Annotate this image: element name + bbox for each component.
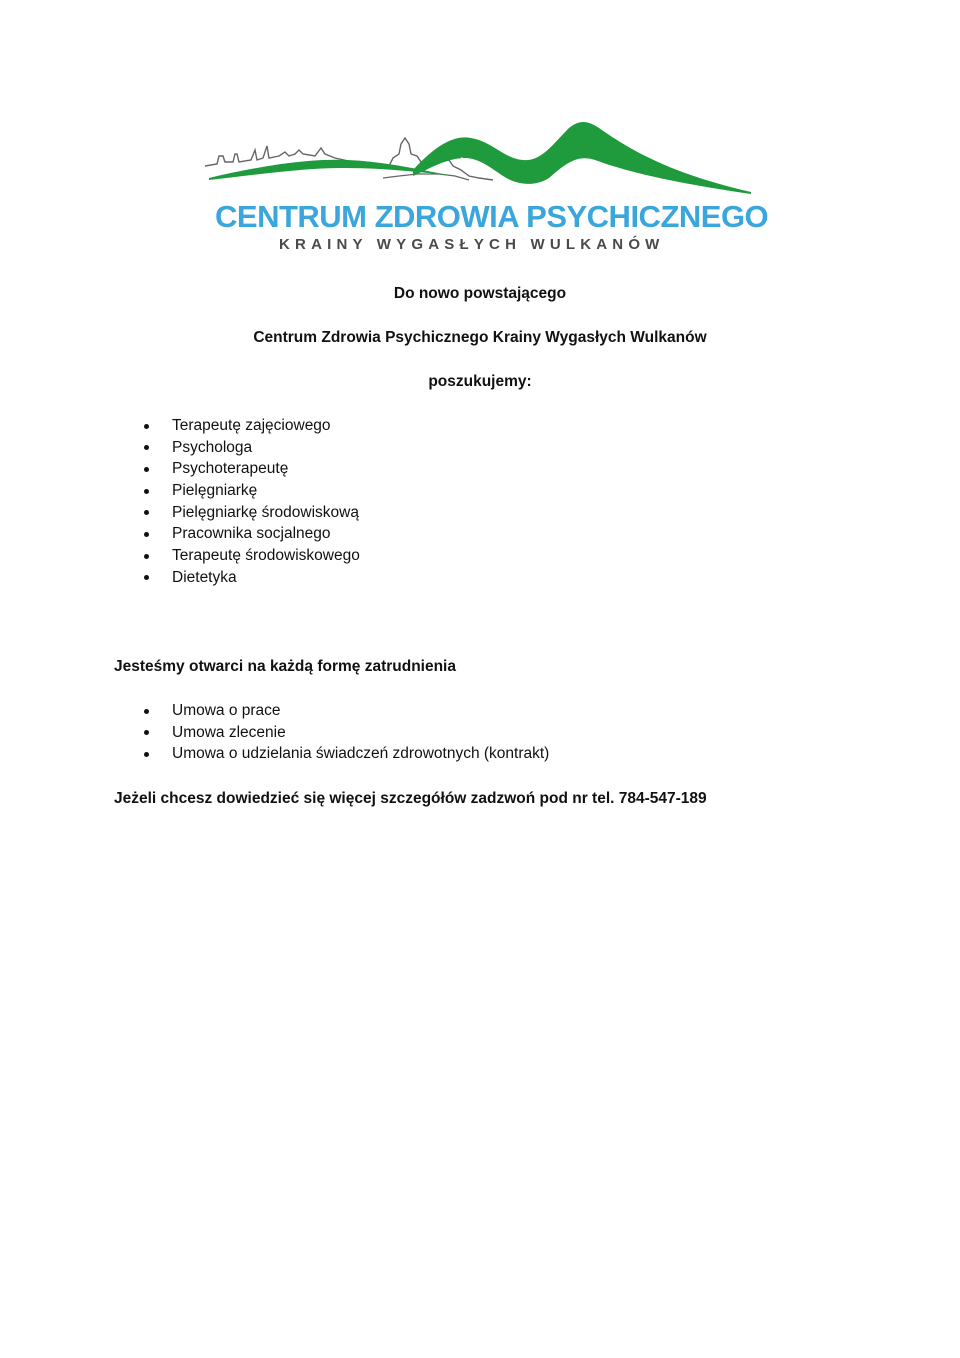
list-item: Umowa o prace — [114, 700, 549, 722]
bullet-icon — [144, 445, 149, 450]
list-item: Pielęgniarkę — [114, 480, 360, 502]
logo-title: CENTRUM ZDROWIA PSYCHICZNEGO — [215, 199, 769, 234]
list-item: Pracownika socjalnego — [114, 523, 360, 545]
list-item: Psychoterapeutę — [114, 458, 360, 480]
intro-line: Do nowo powstającego — [393, 285, 567, 302]
logo-subtitle: KRAINY WYGASŁYCH WULKANÓW — [279, 236, 665, 253]
center-name-line: Centrum Zdrowia Psychicznego Krainy Wygasłych Wulkanów — [253, 329, 707, 346]
list-item: Dietetyka — [114, 567, 360, 589]
list-item: Psychologa — [114, 437, 360, 459]
bullet-icon — [144, 489, 149, 494]
bullet-icon — [144, 709, 149, 714]
bullet-icon — [144, 730, 149, 735]
list-item: Terapeutę zajęciowego — [114, 415, 360, 437]
bullet-icon — [144, 510, 149, 515]
list-item: Umowa zlecenie — [114, 722, 549, 744]
logo — [203, 118, 769, 258]
bullet-icon — [144, 554, 149, 559]
contact-line: Jeżeli chcesz dowiedzieć się więcej szczegółów zadzwoń pod nr tel. 784-547-189 — [114, 790, 707, 807]
mountain-skyline-logo-art — [203, 118, 755, 198]
positions-list — [114, 415, 360, 589]
bullet-icon — [144, 424, 149, 429]
bullet-icon — [144, 575, 149, 580]
employment-heading: Jesteśmy otwarci na każdą formę zatrudnienia — [114, 658, 456, 675]
list-item: Pielęgniarkę środowiskową — [114, 502, 360, 524]
list-item: Terapeutę środowiskowego — [114, 545, 360, 567]
bullet-icon — [144, 467, 149, 472]
bullet-icon — [144, 532, 149, 537]
big-mountain — [413, 122, 751, 194]
bullet-icon — [144, 752, 149, 757]
list-item: Umowa o udzielania świadczeń zdrowotnych (kontrakt) — [114, 743, 549, 765]
employment-forms-list — [114, 700, 549, 765]
seeking-line: poszukujemy: — [428, 373, 532, 390]
